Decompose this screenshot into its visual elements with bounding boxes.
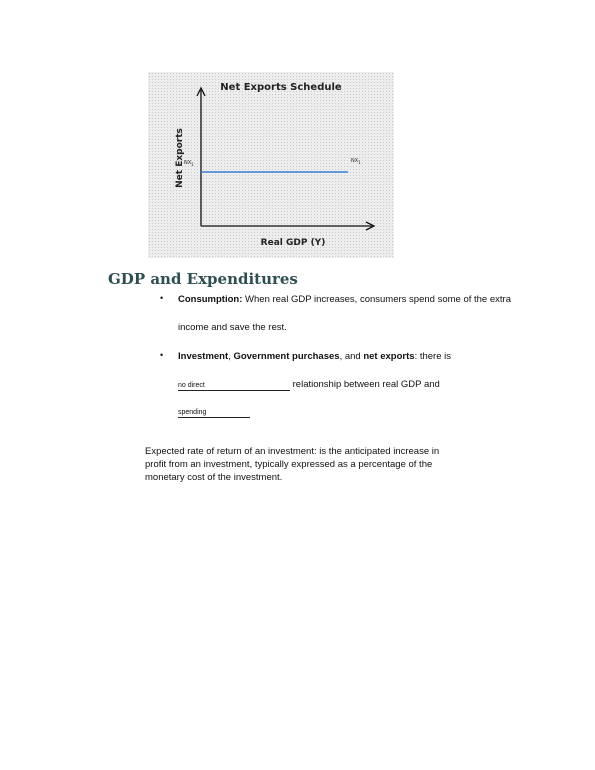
fill-in-blank-answer-2: spending (178, 408, 250, 418)
net-exports-chart (148, 72, 394, 258)
section-heading: GDP and Expenditures (108, 270, 298, 288)
investment-term: Investment (178, 351, 229, 362)
paragraph-line-1: Expected rate of return of an investment: is the anticipated increase in (145, 446, 440, 457)
consumption-line (178, 294, 511, 305)
consumption-term: Consumption: (178, 294, 243, 305)
government-purchases-term: Government purchases (233, 351, 340, 362)
nx-right-label: $NX_1$ (351, 158, 361, 165)
fill-in-blank-answer-1: no direct (178, 381, 290, 391)
bullet-investment: • (160, 350, 164, 360)
chart-title: Net Exports Schedule (220, 82, 342, 93)
consumption-line-2: income and save the rest. (178, 322, 287, 333)
chart-x-axis-label: Real GDP (Y) (260, 238, 326, 248)
expected-return-paragraph (145, 445, 485, 484)
relationship-text: relationship between real GDP and (290, 379, 440, 390)
paragraph-line-2: profit from an investment, typically expressed as a percentage of the (145, 459, 433, 470)
net-exports-term: net exports (363, 351, 415, 362)
investment-line: Investment, Government purchases, and net exports: there is (178, 351, 451, 362)
paragraph-line-3: monetary cost of the investment. (145, 472, 283, 483)
bullet-consumption: • (160, 293, 164, 303)
chart-y-axis-label: Net Exports (175, 128, 185, 188)
fill-in-line-1 (178, 379, 440, 391)
nx-left-label: $NX_1$ (184, 160, 194, 167)
fill-in-line-2 (178, 406, 250, 418)
consumption-text: When real GDP increases, consumers spend some of the extra (242, 294, 511, 305)
